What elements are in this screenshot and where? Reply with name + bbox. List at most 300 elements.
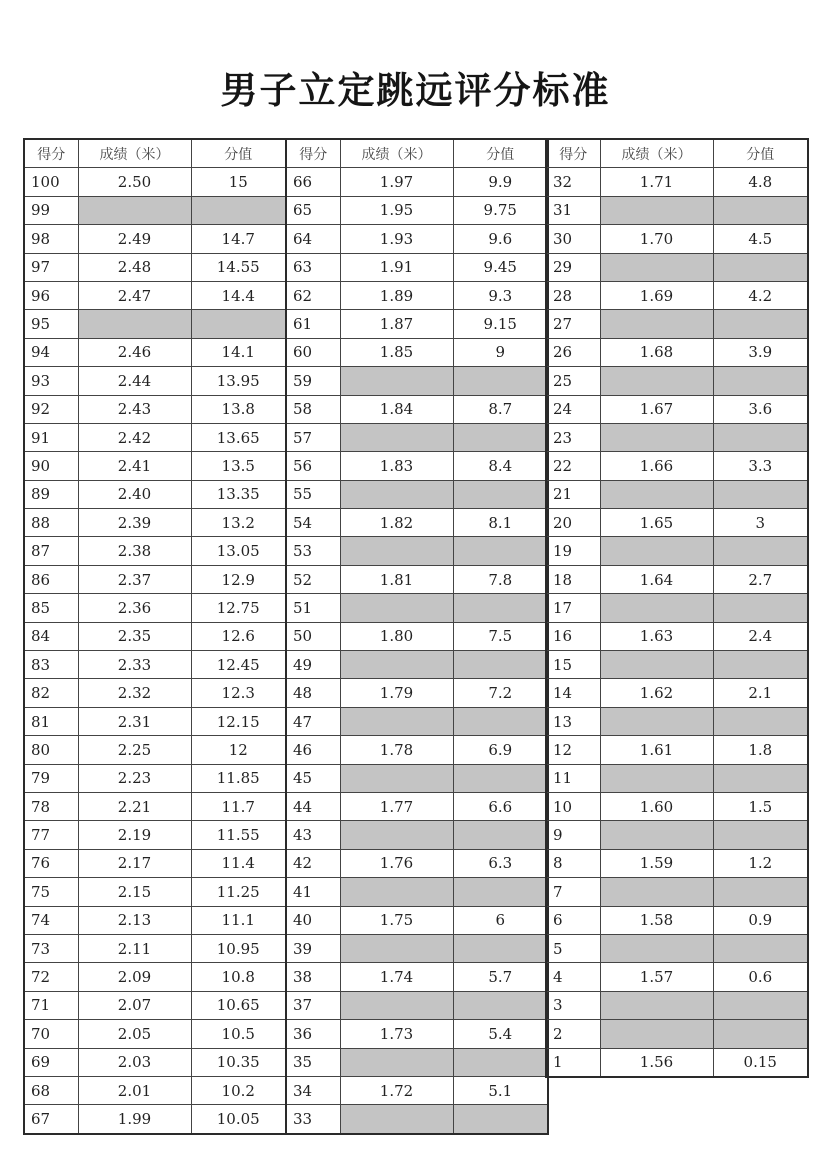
result-cell: 1.76 xyxy=(340,849,453,877)
table-row xyxy=(546,452,808,480)
table-row xyxy=(546,1048,808,1077)
points-cell xyxy=(713,764,808,792)
score-cell: 64 xyxy=(286,225,340,253)
table-row xyxy=(286,963,548,991)
table-row xyxy=(546,537,808,565)
result-cell: 2.15 xyxy=(78,878,191,906)
table-row xyxy=(546,225,808,253)
table-row xyxy=(24,338,286,366)
score-cell: 76 xyxy=(24,849,78,877)
result-cell: 1.91 xyxy=(340,253,453,281)
score-cell: 94 xyxy=(24,338,78,366)
score-cell: 42 xyxy=(286,849,340,877)
score-cell: 96 xyxy=(24,281,78,309)
table-row xyxy=(286,452,548,480)
table-row xyxy=(546,679,808,707)
table-row xyxy=(286,281,548,309)
result-cell xyxy=(600,651,713,679)
points-cell: 7.2 xyxy=(453,679,548,707)
table-row xyxy=(24,906,286,934)
table-row xyxy=(286,168,548,196)
table-row xyxy=(286,792,548,820)
points-cell xyxy=(713,821,808,849)
header-result: 成绩（米） xyxy=(78,139,191,168)
points-cell xyxy=(453,934,548,962)
points-cell xyxy=(713,480,808,508)
table-row xyxy=(546,934,808,962)
result-cell: 2.01 xyxy=(78,1076,191,1104)
points-cell xyxy=(191,196,286,224)
points-cell: 11.55 xyxy=(191,821,286,849)
score-cell: 18 xyxy=(546,565,600,593)
points-cell: 9 xyxy=(453,338,548,366)
table-row xyxy=(286,423,548,451)
score-cell: 34 xyxy=(286,1076,340,1104)
table-header-row xyxy=(24,139,286,168)
score-cell: 53 xyxy=(286,537,340,565)
table-row xyxy=(24,423,286,451)
points-cell: 1.2 xyxy=(713,849,808,877)
result-cell xyxy=(340,1048,453,1076)
result-cell: 2.48 xyxy=(78,253,191,281)
header-score: 得分 xyxy=(286,139,340,168)
points-cell: 9.9 xyxy=(453,168,548,196)
table-row xyxy=(546,565,808,593)
table-row xyxy=(24,1076,286,1104)
score-cell: 26 xyxy=(546,338,600,366)
points-cell xyxy=(713,991,808,1019)
result-cell: 2.17 xyxy=(78,849,191,877)
table-row xyxy=(546,509,808,537)
table-row xyxy=(286,849,548,877)
score-cell: 95 xyxy=(24,310,78,338)
result-cell: 2.31 xyxy=(78,707,191,735)
result-cell: 2.11 xyxy=(78,934,191,962)
table-row xyxy=(24,622,286,650)
points-cell: 0.9 xyxy=(713,906,808,934)
header-result: 成绩（米） xyxy=(600,139,713,168)
result-cell: 1.95 xyxy=(340,196,453,224)
points-cell xyxy=(713,537,808,565)
points-cell: 0.6 xyxy=(713,963,808,991)
points-cell: 9.6 xyxy=(453,225,548,253)
points-cell xyxy=(713,934,808,962)
score-cell: 14 xyxy=(546,679,600,707)
header-score: 得分 xyxy=(24,139,78,168)
score-cell: 84 xyxy=(24,622,78,650)
table-row xyxy=(546,423,808,451)
score-cell: 98 xyxy=(24,225,78,253)
table-row xyxy=(546,253,808,281)
points-cell: 6 xyxy=(453,906,548,934)
table-row xyxy=(24,1105,286,1134)
result-cell xyxy=(600,1020,713,1048)
score-cell: 68 xyxy=(24,1076,78,1104)
result-cell: 1.80 xyxy=(340,622,453,650)
points-cell: 13.2 xyxy=(191,509,286,537)
result-cell: 1.71 xyxy=(600,168,713,196)
points-cell: 9.45 xyxy=(453,253,548,281)
score-cell: 24 xyxy=(546,395,600,423)
points-cell: 3.6 xyxy=(713,395,808,423)
points-cell: 4.8 xyxy=(713,168,808,196)
result-cell: 2.42 xyxy=(78,423,191,451)
result-cell: 2.03 xyxy=(78,1048,191,1076)
table-row xyxy=(546,963,808,991)
points-cell xyxy=(713,196,808,224)
result-cell xyxy=(340,764,453,792)
table-row xyxy=(286,367,548,395)
result-cell xyxy=(340,367,453,395)
score-cell: 87 xyxy=(24,537,78,565)
points-cell: 13.65 xyxy=(191,423,286,451)
score-cell: 59 xyxy=(286,367,340,395)
result-cell: 1.72 xyxy=(340,1076,453,1104)
score-cell: 54 xyxy=(286,509,340,537)
score-cell: 4 xyxy=(546,963,600,991)
result-cell: 2.40 xyxy=(78,480,191,508)
score-cell: 80 xyxy=(24,736,78,764)
result-cell: 1.99 xyxy=(78,1105,191,1134)
result-cell: 1.78 xyxy=(340,736,453,764)
table-row xyxy=(286,395,548,423)
table-row xyxy=(546,622,808,650)
score-cell: 63 xyxy=(286,253,340,281)
result-cell: 1.70 xyxy=(600,225,713,253)
table-row xyxy=(24,991,286,1019)
points-cell xyxy=(453,480,548,508)
header-result: 成绩（米） xyxy=(340,139,453,168)
result-cell xyxy=(78,310,191,338)
result-cell xyxy=(340,1105,453,1134)
points-cell: 12.45 xyxy=(191,651,286,679)
result-cell xyxy=(600,821,713,849)
points-cell xyxy=(191,310,286,338)
table-row xyxy=(546,367,808,395)
points-cell: 4.2 xyxy=(713,281,808,309)
table-row xyxy=(24,963,286,991)
score-cell: 25 xyxy=(546,367,600,395)
points-cell xyxy=(453,423,548,451)
result-cell: 1.89 xyxy=(340,281,453,309)
points-cell: 10.65 xyxy=(191,991,286,1019)
score-cell: 20 xyxy=(546,509,600,537)
table-row xyxy=(286,736,548,764)
points-cell xyxy=(713,423,808,451)
result-cell xyxy=(600,934,713,962)
result-cell: 2.19 xyxy=(78,821,191,849)
table-row xyxy=(546,736,808,764)
result-cell xyxy=(340,651,453,679)
points-cell xyxy=(713,878,808,906)
result-cell xyxy=(600,423,713,451)
points-cell xyxy=(453,764,548,792)
table-row xyxy=(286,1105,548,1134)
points-cell: 7.5 xyxy=(453,622,548,650)
score-cell: 78 xyxy=(24,792,78,820)
score-cell: 50 xyxy=(286,622,340,650)
points-cell: 14.1 xyxy=(191,338,286,366)
points-cell: 10.05 xyxy=(191,1105,286,1134)
score-cell: 45 xyxy=(286,764,340,792)
table-row xyxy=(24,537,286,565)
table-row xyxy=(24,225,286,253)
page-title: 男子立定跳远评分标准 xyxy=(220,69,611,112)
points-cell: 11.1 xyxy=(191,906,286,934)
score-cell: 82 xyxy=(24,679,78,707)
table-row xyxy=(24,792,286,820)
table-row xyxy=(24,821,286,849)
result-cell: 2.43 xyxy=(78,395,191,423)
score-cell: 9 xyxy=(546,821,600,849)
result-cell xyxy=(340,707,453,735)
score-cell: 73 xyxy=(24,934,78,962)
table-row xyxy=(546,1020,808,1048)
table-row xyxy=(286,225,548,253)
result-cell: 1.74 xyxy=(340,963,453,991)
score-cell: 77 xyxy=(24,821,78,849)
table-row xyxy=(286,480,548,508)
result-cell xyxy=(340,991,453,1019)
points-cell: 12.15 xyxy=(191,707,286,735)
score-cell: 3 xyxy=(546,991,600,1019)
points-cell: 12.9 xyxy=(191,565,286,593)
table-row xyxy=(546,651,808,679)
points-cell: 13.95 xyxy=(191,367,286,395)
points-cell: 11.4 xyxy=(191,849,286,877)
points-cell: 12.75 xyxy=(191,594,286,622)
score-cell: 22 xyxy=(546,452,600,480)
table-row xyxy=(286,764,548,792)
points-cell: 3.3 xyxy=(713,452,808,480)
result-cell xyxy=(340,537,453,565)
result-cell: 1.66 xyxy=(600,452,713,480)
table-row xyxy=(546,395,808,423)
table-row xyxy=(546,310,808,338)
score-cell: 67 xyxy=(24,1105,78,1134)
table-row xyxy=(286,878,548,906)
score-cell: 33 xyxy=(286,1105,340,1134)
points-cell xyxy=(453,707,548,735)
points-cell: 5.4 xyxy=(453,1020,548,1048)
table-row xyxy=(286,594,548,622)
score-cell: 21 xyxy=(546,480,600,508)
points-cell xyxy=(713,310,808,338)
points-cell: 9.3 xyxy=(453,281,548,309)
score-cell: 8 xyxy=(546,849,600,877)
table-row xyxy=(546,338,808,366)
table-row xyxy=(24,310,286,338)
points-cell: 8.7 xyxy=(453,395,548,423)
score-table-2 xyxy=(285,138,549,1135)
result-cell: 2.35 xyxy=(78,622,191,650)
result-cell xyxy=(340,594,453,622)
result-cell xyxy=(340,423,453,451)
table-row xyxy=(24,281,286,309)
score-cell: 47 xyxy=(286,707,340,735)
score-cell: 49 xyxy=(286,651,340,679)
table-row xyxy=(546,878,808,906)
result-cell xyxy=(600,480,713,508)
result-cell: 2.36 xyxy=(78,594,191,622)
score-cell: 48 xyxy=(286,679,340,707)
result-cell: 2.21 xyxy=(78,792,191,820)
score-cell: 92 xyxy=(24,395,78,423)
points-cell xyxy=(713,1020,808,1048)
score-cell: 46 xyxy=(286,736,340,764)
score-cell: 19 xyxy=(546,537,600,565)
score-cell: 90 xyxy=(24,452,78,480)
result-cell xyxy=(78,196,191,224)
points-cell xyxy=(453,537,548,565)
score-cell: 62 xyxy=(286,281,340,309)
result-cell: 1.61 xyxy=(600,736,713,764)
table-row xyxy=(286,565,548,593)
table-row xyxy=(24,651,286,679)
result-cell: 2.49 xyxy=(78,225,191,253)
result-cell xyxy=(600,253,713,281)
score-cell: 37 xyxy=(286,991,340,1019)
result-cell: 1.69 xyxy=(600,281,713,309)
points-cell: 12.6 xyxy=(191,622,286,650)
result-cell: 1.62 xyxy=(600,679,713,707)
score-cell: 32 xyxy=(546,168,600,196)
points-cell xyxy=(453,367,548,395)
table-row xyxy=(24,707,286,735)
result-cell: 1.93 xyxy=(340,225,453,253)
points-cell: 14.55 xyxy=(191,253,286,281)
table-row xyxy=(24,1020,286,1048)
score-cell: 12 xyxy=(546,736,600,764)
points-cell: 12.3 xyxy=(191,679,286,707)
table-row xyxy=(546,821,808,849)
table-row xyxy=(286,622,548,650)
table-row xyxy=(24,736,286,764)
result-cell xyxy=(600,537,713,565)
table-row xyxy=(286,509,548,537)
points-cell: 10.35 xyxy=(191,1048,286,1076)
table-row xyxy=(24,480,286,508)
score-cell: 70 xyxy=(24,1020,78,1048)
table-row xyxy=(24,253,286,281)
result-cell: 2.47 xyxy=(78,281,191,309)
result-cell: 2.13 xyxy=(78,906,191,934)
header-points: 分值 xyxy=(191,139,286,168)
header-points: 分值 xyxy=(453,139,548,168)
result-cell: 1.97 xyxy=(340,168,453,196)
score-cell: 6 xyxy=(546,906,600,934)
points-cell: 14.4 xyxy=(191,281,286,309)
result-cell xyxy=(600,991,713,1019)
points-cell: 9.15 xyxy=(453,310,548,338)
points-cell: 6.9 xyxy=(453,736,548,764)
points-cell: 13.5 xyxy=(191,452,286,480)
result-cell: 1.77 xyxy=(340,792,453,820)
result-cell: 1.84 xyxy=(340,395,453,423)
points-cell: 14.7 xyxy=(191,225,286,253)
table-row xyxy=(286,934,548,962)
points-cell: 8.1 xyxy=(453,509,548,537)
points-cell: 10.5 xyxy=(191,1020,286,1048)
score-cell: 57 xyxy=(286,423,340,451)
table-header-row xyxy=(546,139,808,168)
table-row xyxy=(286,821,548,849)
result-cell: 1.79 xyxy=(340,679,453,707)
result-cell xyxy=(600,196,713,224)
score-cell: 36 xyxy=(286,1020,340,1048)
points-cell xyxy=(453,594,548,622)
points-cell xyxy=(453,878,548,906)
points-cell: 4.5 xyxy=(713,225,808,253)
points-cell xyxy=(453,1105,548,1134)
points-cell xyxy=(713,594,808,622)
result-cell xyxy=(600,594,713,622)
score-cell: 39 xyxy=(286,934,340,962)
score-cell: 58 xyxy=(286,395,340,423)
score-cell: 55 xyxy=(286,480,340,508)
score-table-1 xyxy=(23,138,287,1135)
score-cell: 1 xyxy=(546,1048,600,1077)
result-cell: 1.87 xyxy=(340,310,453,338)
table-row xyxy=(286,1048,548,1076)
result-cell: 1.64 xyxy=(600,565,713,593)
score-cell: 41 xyxy=(286,878,340,906)
score-cell: 65 xyxy=(286,196,340,224)
points-cell: 6.6 xyxy=(453,792,548,820)
points-cell: 0.15 xyxy=(713,1048,808,1077)
points-cell: 5.1 xyxy=(453,1076,548,1104)
result-cell: 1.81 xyxy=(340,565,453,593)
points-cell: 3.9 xyxy=(713,338,808,366)
score-cell: 89 xyxy=(24,480,78,508)
points-cell: 10.2 xyxy=(191,1076,286,1104)
result-cell xyxy=(600,878,713,906)
score-cell: 51 xyxy=(286,594,340,622)
score-cell: 56 xyxy=(286,452,340,480)
score-cell: 10 xyxy=(546,792,600,820)
table-row xyxy=(546,707,808,735)
header-points: 分值 xyxy=(713,139,808,168)
points-cell: 13.8 xyxy=(191,395,286,423)
score-cell: 81 xyxy=(24,707,78,735)
score-cell: 15 xyxy=(546,651,600,679)
table-row xyxy=(24,367,286,395)
score-cell: 23 xyxy=(546,423,600,451)
result-cell xyxy=(600,367,713,395)
table-row xyxy=(24,934,286,962)
table-row xyxy=(546,168,808,196)
result-cell: 2.23 xyxy=(78,764,191,792)
points-cell: 3 xyxy=(713,509,808,537)
result-cell: 2.50 xyxy=(78,168,191,196)
result-cell xyxy=(340,480,453,508)
table-row xyxy=(286,991,548,1019)
table-row xyxy=(286,707,548,735)
result-cell: 1.68 xyxy=(600,338,713,366)
score-cell: 97 xyxy=(24,253,78,281)
table-row xyxy=(286,196,548,224)
result-cell: 1.75 xyxy=(340,906,453,934)
result-cell: 1.57 xyxy=(600,963,713,991)
score-cell: 91 xyxy=(24,423,78,451)
table-row xyxy=(24,679,286,707)
score-cell: 11 xyxy=(546,764,600,792)
score-cell: 99 xyxy=(24,196,78,224)
points-cell: 5.7 xyxy=(453,963,548,991)
table-row xyxy=(286,906,548,934)
table-row xyxy=(546,594,808,622)
result-cell: 2.41 xyxy=(78,452,191,480)
